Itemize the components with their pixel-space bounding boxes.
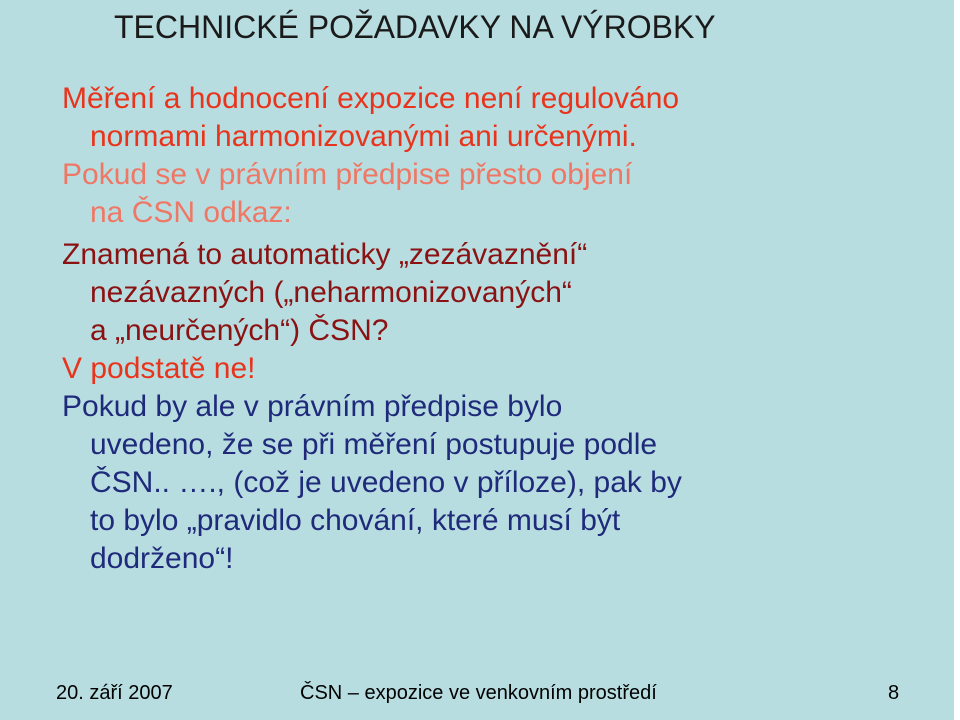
slide-content	[62, 80, 942, 578]
paragraph-question: Znamená to automaticky „zezávaznění“ nezávazných („neharmonizovaných“ a „neurčených“) ČSN?	[62, 238, 588, 347]
slide-footer	[0, 678, 954, 708]
paragraph-measurement: Měření a hodnocení expozice není regulováno normami harmonizovanými ani určenými.	[62, 82, 680, 153]
slide-title: TECHNICKÉ POŽADAVKY NA VÝROBKY	[114, 9, 716, 45]
paragraph-reference: Pokud se v právním předpise přesto objení na ČSN odkaz:	[62, 158, 633, 229]
paragraph-answer: V podstatě ne!	[62, 352, 256, 385]
footer-title: ČSN – expozice ve venkovním prostředí	[300, 682, 657, 704]
page-number: 8	[888, 682, 900, 704]
footer-date: 20. září 2007	[56, 682, 173, 704]
paragraph-rule: Pokud by ale v právním předpise bylo uvedeno, že se při měření postupuje podle ČSN.. …., (což je uvedeno v příloze), pak by to bylo „pravidlo chování, které musí být dodrženo“!	[62, 390, 682, 575]
